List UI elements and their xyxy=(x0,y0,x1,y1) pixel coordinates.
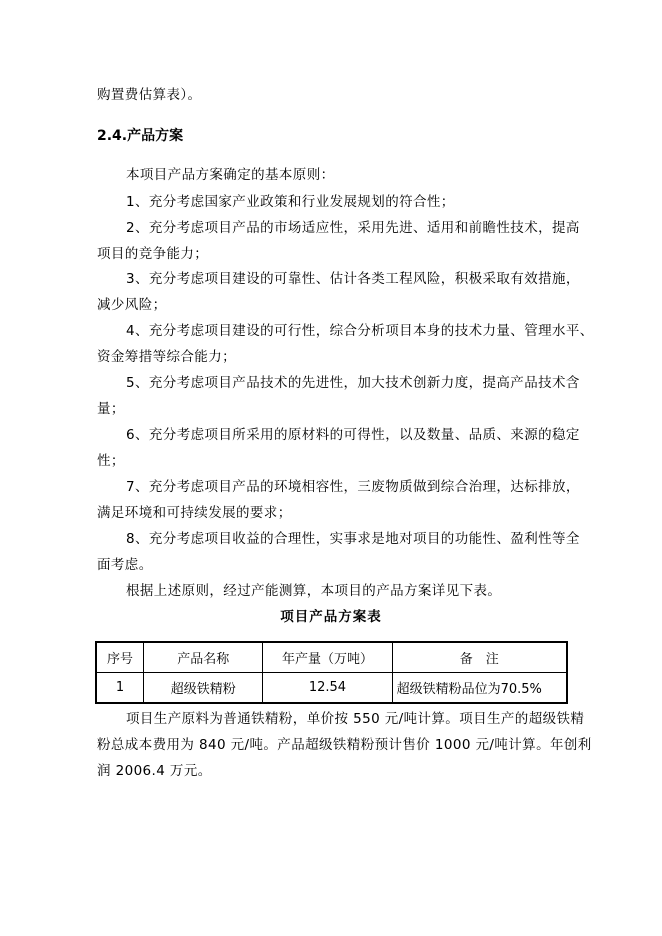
principle-4-line-2: 资金筹措等综合能力； xyxy=(97,349,236,365)
principle-7-line-2: 满足环境和可持续发展的要求； xyxy=(97,505,292,521)
header-index: 序号 xyxy=(96,642,144,673)
principle-8-line-2: 面考虑。 xyxy=(97,557,153,573)
header-remarks: 备 注 xyxy=(392,642,567,673)
principle-5-line-1: 5、充分考虑项目产品技术的先进性，加大技术创新力度，提高产品技术含 xyxy=(126,375,580,391)
conclusion-sentence: 根据上述原则，经过产能测算，本项目的产品方案详见下表。 xyxy=(126,583,502,599)
principle-4-line-1: 4、充分考虑项目建设的可行性，综合分析项目本身的技术力量、管理水平、 xyxy=(126,323,594,339)
table-title: 项目产品方案表 xyxy=(280,609,382,625)
closing-line-3: 润 2006.4 万元。 xyxy=(97,763,212,779)
product-plan-table xyxy=(95,641,568,704)
principles-intro: 本项目产品方案确定的基本原则： xyxy=(126,167,335,183)
principle-3-line-2: 减少风险； xyxy=(97,297,167,313)
table-header-row xyxy=(96,642,567,673)
principle-6-line-1: 6、充分考虑项目所采用的原材料的可得性，以及数量、品质、来源的稳定 xyxy=(126,427,580,443)
closing-line-1: 项目生产原料为普通铁精粉，单价按 550 元/吨计算。项目生产的超级铁精 xyxy=(126,711,585,727)
cell-remarks: 超级铁精粉品位为70.5% xyxy=(392,673,567,704)
intro-fragment: 购置费估算表）。 xyxy=(97,87,202,103)
cell-product-name: 超级铁精粉 xyxy=(144,673,263,704)
principle-6-line-2: 性； xyxy=(97,453,125,469)
header-product-name: 产品名称 xyxy=(144,642,263,673)
principle-2-line-1: 2、充分考虑项目产品的市场适应性，采用先进、适用和前瞻性技术，提高 xyxy=(126,220,580,236)
section-heading: 2.4.产品方案 xyxy=(97,128,184,144)
cell-annual-output: 12.54 xyxy=(263,673,392,704)
table-row xyxy=(96,673,567,704)
header-annual-output: 年产量（万吨） xyxy=(263,642,392,673)
principle-8-line-1: 8、充分考虑项目收益的合理性，实事求是地对项目的功能性、盈利性等全 xyxy=(126,531,580,547)
principle-3-line-1: 3、充分考虑项目建设的可靠性、估计各类工程风险，积极采取有效措施， xyxy=(126,271,580,287)
principle-7-line-1: 7、充分考虑项目产品的环境相容性，三废物质做到综合治理，达标排放， xyxy=(126,479,580,495)
principle-5-line-2: 量； xyxy=(97,401,125,417)
cell-index: 1 xyxy=(96,673,144,704)
principle-1-line-1: 1、充分考虑国家产业政策和行业发展规划的符合性； xyxy=(126,194,455,210)
principle-2-line-2: 项目的竞争能力； xyxy=(97,246,209,262)
closing-line-2: 粉总成本费用为 840 元/吨。产品超级铁精粉预计售价 1000 元/吨计算。年创利 xyxy=(97,737,592,753)
